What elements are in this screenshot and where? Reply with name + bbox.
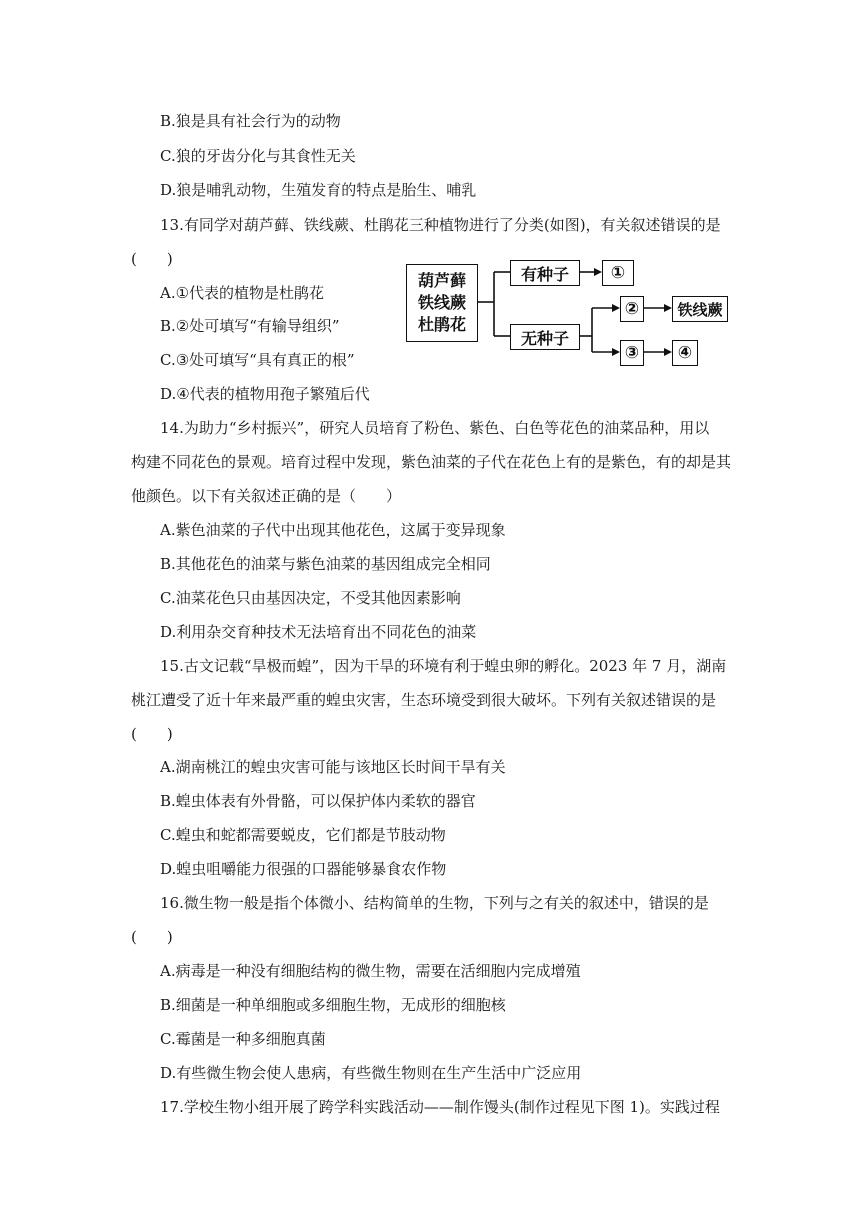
option-14d: D.利用杂交育种技术无法培育出不同花色的油菜 xyxy=(160,623,477,641)
option-14c: C.油菜花色只由基因决定，不受其他因素影响 xyxy=(160,589,461,607)
question-17-line1: 17.学校生物小组开展了跨学科实践活动——制作馒头(制作过程见下图 1)。实践过程 xyxy=(160,1098,720,1116)
option-14b: B.其他花色的油菜与紫色油菜的基因组成完全相同 xyxy=(160,555,491,573)
box-4: ④ xyxy=(672,340,698,366)
option-13d: D.④代表的植物用孢子繁殖后代 xyxy=(160,385,370,403)
option-16c: C.霉菌是一种多细胞真菌 xyxy=(160,1030,326,1048)
option-15c: C.蝗虫和蛇都需要蜕皮，它们都是节肢动物 xyxy=(160,826,446,844)
has-seed-box: 有种子 xyxy=(510,260,580,286)
option-12d: D.狼是哺乳动物，生殖发育的特点是胎生、哺乳 xyxy=(160,181,477,199)
option-15a: A.湖南桃江的蝗虫灾害可能与该地区长时间干旱有关 xyxy=(160,758,506,776)
box-1: ① xyxy=(602,260,634,286)
question-16-line1: 16.微生物一般是指个体微小、结构简单的生物，下列与之有关的叙述中，错误的是 xyxy=(160,894,709,912)
option-14a: A.紫色油菜的子代中出现其他花色，这属于变异现象 xyxy=(160,521,506,539)
box-3: ③ xyxy=(620,340,644,366)
plant-moss: 葫芦藓 xyxy=(417,271,466,290)
fern-result-box: 铁线蕨 xyxy=(672,296,728,322)
question-14-line1: 14.为助力“乡村振兴”，研究人员培育了粉色、紫色、白色等花色的油菜品种，用以 xyxy=(160,419,710,437)
option-12c: C.狼的牙齿分化与其食性无关 xyxy=(160,147,356,165)
plant-classification-diagram xyxy=(406,258,736,374)
option-16a: A.病毒是一种没有细胞结构的微生物，需要在活细胞内完成增殖 xyxy=(160,962,581,980)
question-16-bracket: ( ) xyxy=(131,928,173,946)
option-16d: D.有些微生物会使人患病，有些微生物则在生产生活中广泛应用 xyxy=(160,1064,582,1082)
option-13c: C.③处可填写“具有真正的根” xyxy=(160,351,355,369)
option-15d: D.蝗虫咀嚼能力很强的口器能够暴食农作物 xyxy=(160,860,447,878)
question-14-line3: 他颜色。以下有关叙述正确的是（ ） xyxy=(131,487,402,505)
option-13b: B.②处可填写“有输导组织” xyxy=(160,317,340,335)
no-seed-box: 无种子 xyxy=(510,324,580,350)
plant-azalea: 杜鹃花 xyxy=(417,315,466,334)
question-15-bracket: ( ) xyxy=(131,725,173,743)
box-2: ② xyxy=(620,296,644,322)
question-13: 13.有同学对葫芦藓、铁线蕨、杜鹃花三种植物进行了分类(如图)，有关叙述错误的是 xyxy=(160,216,721,234)
question-15-line1: 15.古文记载“旱极而蝗”，因为干旱的环境有利于蝗虫卵的孵化。2023 年 7 月，湖南 xyxy=(160,657,727,675)
option-16b: B.细菌是一种单细胞或多细胞生物，无成形的细胞核 xyxy=(160,996,506,1014)
question-15-line2: 桃江遭受了近十年来最严重的蝗虫灾害，生态环境受到很大破坏。下列有关叙述错误的是 xyxy=(131,691,717,709)
option-12b: B.狼是具有社会行为的动物 xyxy=(160,112,341,130)
question-14-line2: 构建不同花色的景观。培育过程中发现，紫色油菜的子代在花色上有的是紫色，有的却是其 xyxy=(131,453,732,471)
question-13-bracket: ( ) xyxy=(131,250,173,268)
option-13a: A.①代表的植物是杜鹃花 xyxy=(160,284,325,302)
plant-fern: 铁线蕨 xyxy=(417,293,466,312)
plants-box xyxy=(406,264,478,342)
option-15b: B.蝗虫体表有外骨骼，可以保护体内柔软的器官 xyxy=(160,792,476,810)
